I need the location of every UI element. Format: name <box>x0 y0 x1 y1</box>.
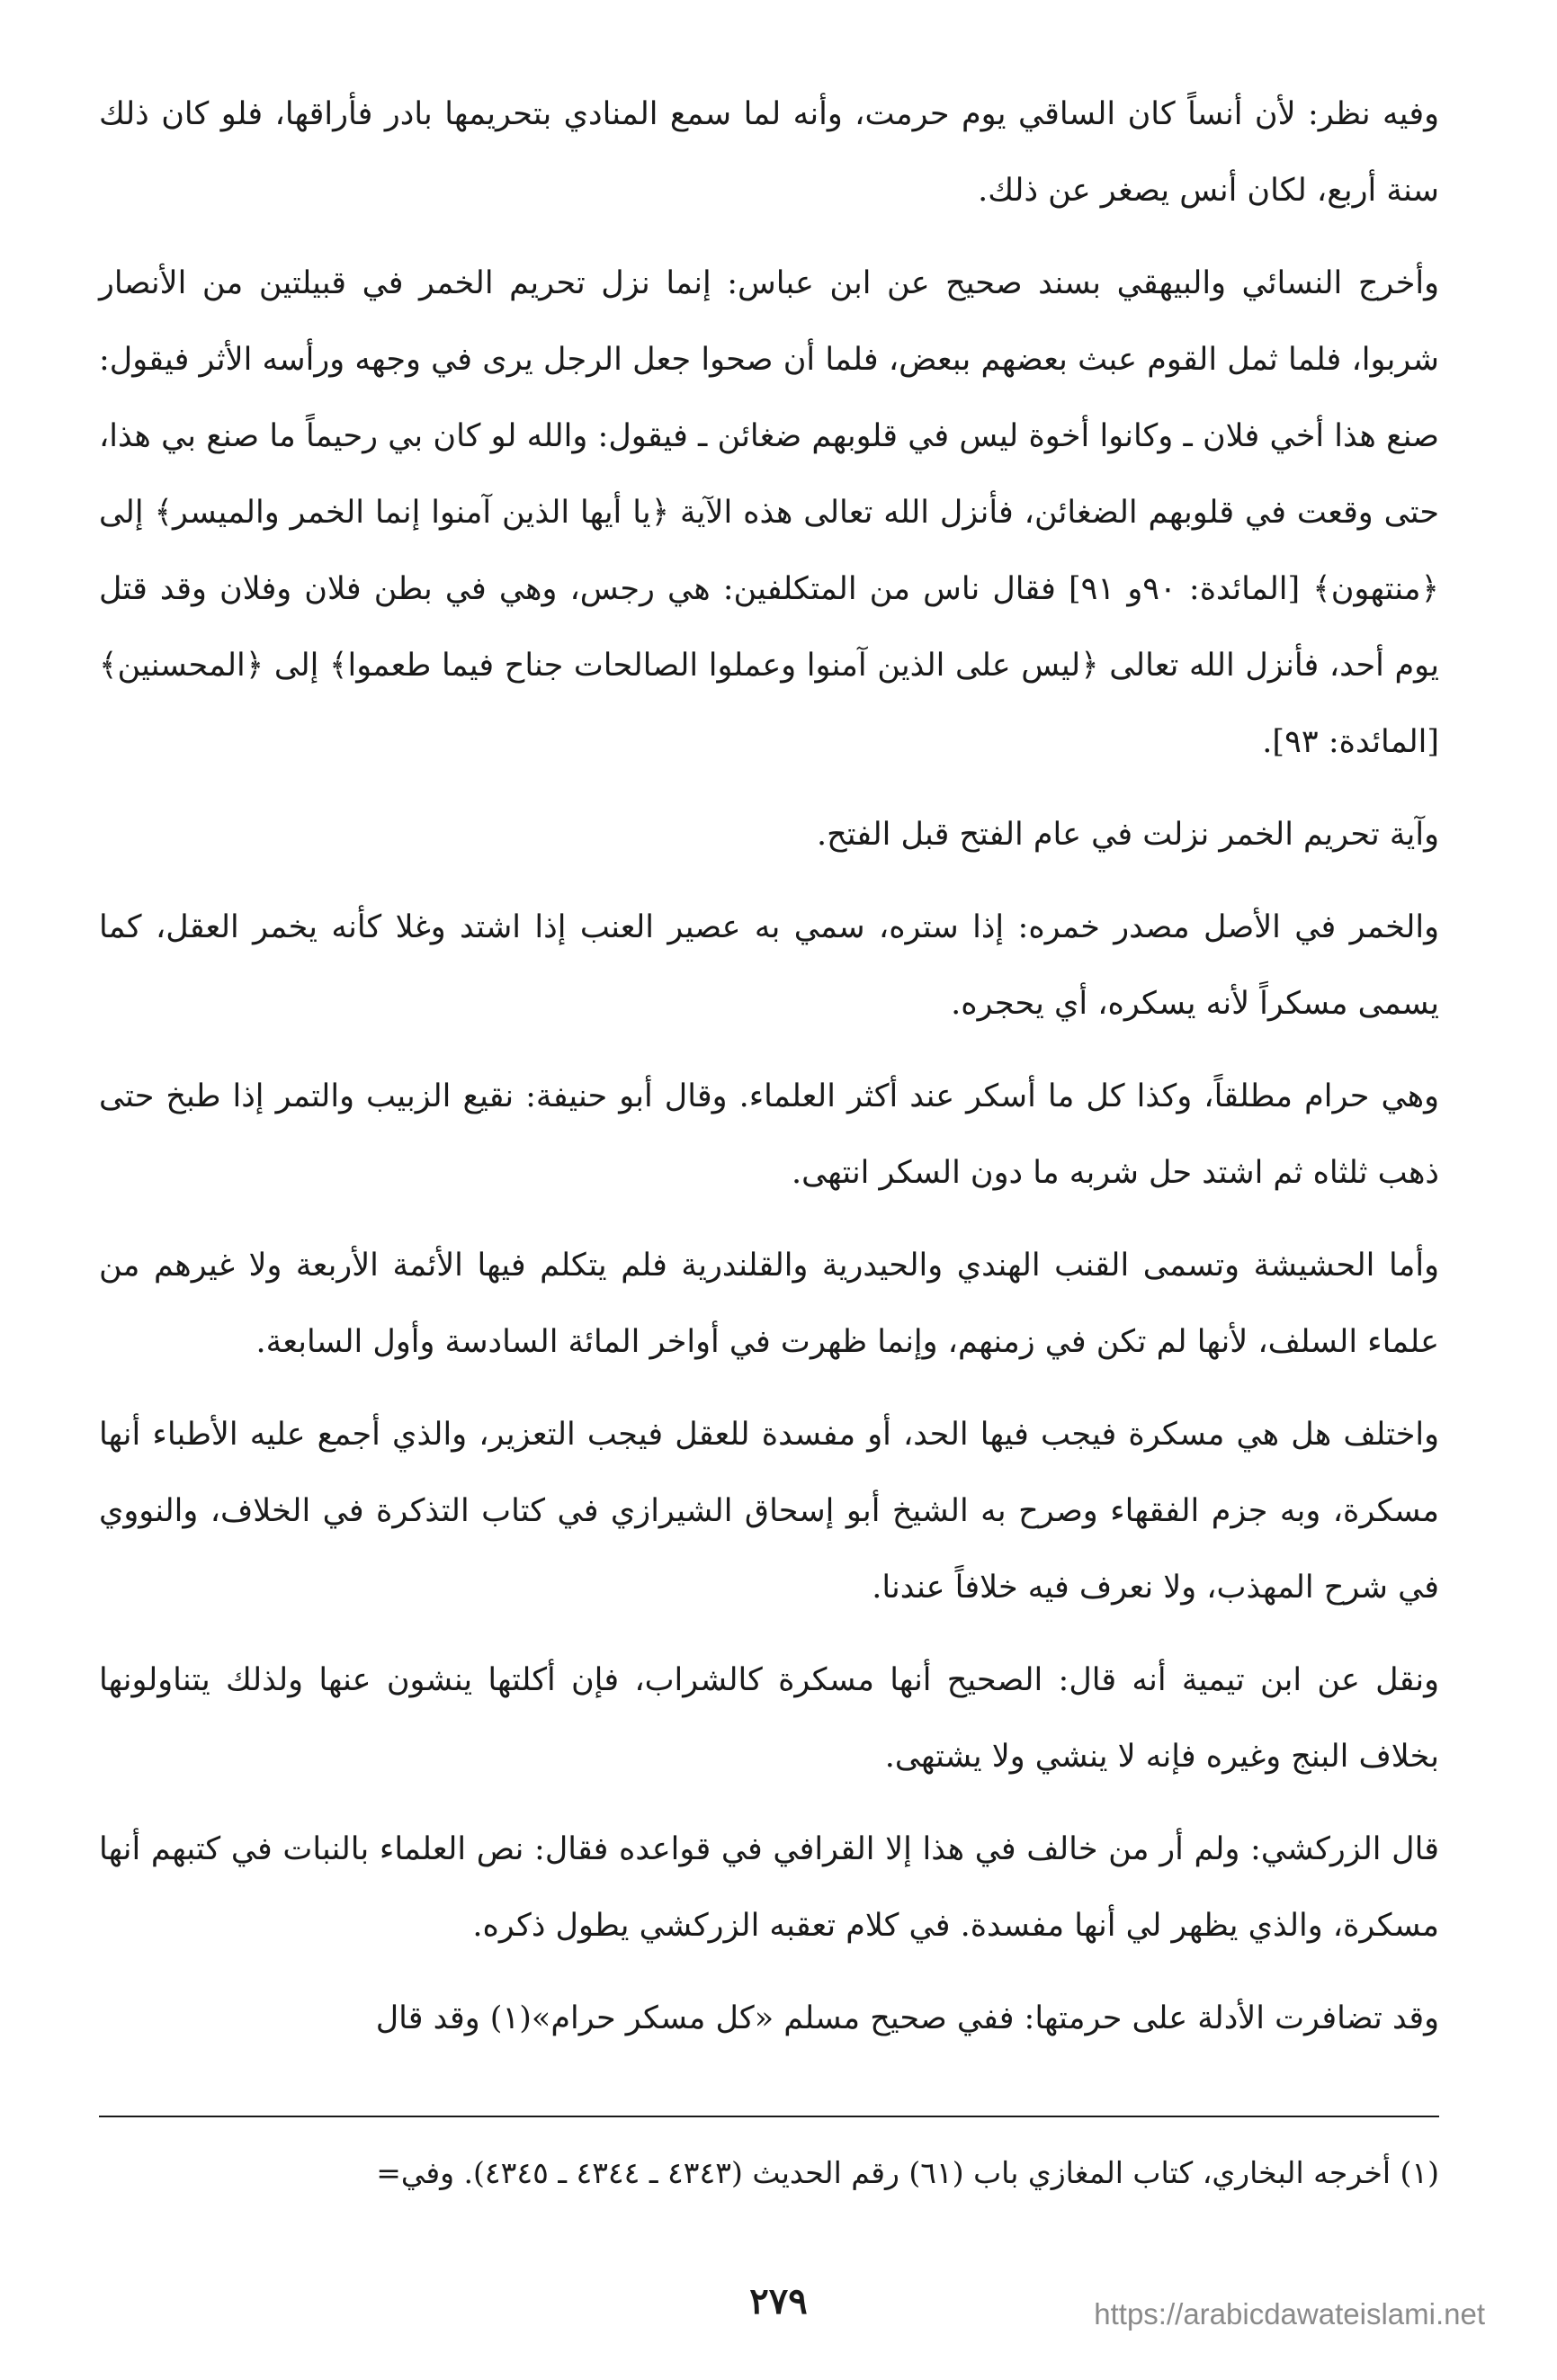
paragraph-evidence: وقد تضافرت الأدلة على حرمتها: ففي صحيح مسلم «كل مسكر حرام»(١) وقد قال <box>375 2000 1439 2036</box>
paragraph-ibn-taymiyya: ونقل عن ابن تيمية أنه قال: الصحيح أنها مسكرة كالشراب، فإن أكلتها ينشون عنها ولذلك يتناولونها بخلاف البنج وغيره فإنه لا ينشي ولا يشتهى. <box>99 1662 1439 1775</box>
paragraph-objection: وفيه نظر: لأن أنساً كان الساقي يوم حرمت، وأنه لما سمع المنادي بتحريمها بادر فأراقها، فلو كان ذلك سنة أربع، لكان أنس يصغر عن ذلك. <box>99 96 1439 209</box>
paragraph-dispute: واختلف هل هي مسكرة فيجب فيها الحد، أو مفسدة للعقل فيجب التعزير، والذي أجمع عليه الأطباء أنها مسكرة، وبه جزم الفقهاء وصرح به الشيخ أبو إسحاق الشيرازي في كتاب التذكرة في الخلاف، والنووي في شرح المهذب، ولا نعرف فيه خلافاً عندنا. <box>99 1417 1439 1606</box>
paragraph-verse-date: وآية تحريم الخمر نزلت في عام الفتح قبل الفتح. <box>817 817 1439 853</box>
footnote-divider <box>99 2116 1439 2117</box>
watermark-url: https://arabicdawateislami.net <box>1094 2297 1485 2331</box>
paragraph-nasai-report: وأخرج النسائي والبيهقي بسند صحيح عن ابن عباس: إنما نزل تحريم الخمر في قبيلتين من الأنصار شربوا، فلما ثمل القوم عبث بعضهم ببعض، فلما أن صحوا جعل الرجل يرى في وجهه ورأسه الأثر فيقول: صنع هذا أخي فلان ـ وكانوا أخوة ليس في قلوبهم ضغائن ـ فيقول: والله لو كان بي رحيماً ما صنع بي هذا، حتى وقعت في قلوبهم الضغائن، فأنزل الله تعالى هذه الآية ﴿يا أيها الذين آمنوا إنما الخمر والميسر﴾ إلى ﴿منتهون﴾ [المائدة: ٩٠و ٩١] فقال ناس من المتكلفين: هي رجس، وهي في بطن فلان وفلان وقد قتل يوم أحد، فأنزل الله تعالى ﴿ليس على الذين آمنوا وعملوا الصالحات جناح فيما طعموا﴾ إلى ﴿المحسنين﴾ [المائدة: ٩٣]. <box>99 265 1440 760</box>
paragraph-ruling: وهي حرام مطلقاً، وكذا كل ما أسكر عند أكثر العلماء. وقال أبو حنيفة: نقيع الزبيب والتمر إذا طبخ حتى ذهب ثلثاه ثم اشتد حل شربه ما دون السكر انتهى. <box>99 1078 1439 1191</box>
paragraph-khamr-definition: والخمر في الأصل مصدر خمره: إذا ستره، سمي به عصير العنب إذا اشتد وغلا كأنه يخمر العقل، كما يسمى مسكراً لأنه يسكره، أي يحجره. <box>99 909 1439 1022</box>
page-body <box>99 76 1439 2073</box>
page-number: ٢٧٩ <box>749 2280 808 2322</box>
footnote: (١) أخرجه البخاري، كتاب المغازي باب (٦١) رقم الحديث (٤٣٤٣ ـ ٤٣٤٤ ـ ٤٣٤٥). وفي= <box>376 2155 1439 2190</box>
paragraph-hashish: وأما الحشيشة وتسمى القنب الهندي والحيدرية والقلندرية فلم يتكلم فيها الأئمة الأربعة ولا غيرهم من علماء السلف، لأنها لم تكن في زمنهم، وإنما ظهرت في أواخر المائة السادسة وأول السابعة. <box>99 1248 1439 1360</box>
paragraph-zarkashi: قال الزركشي: ولم أر من خالف في هذا إلا القرافي في قواعده فقال: نص العلماء بالنبات في كتبهم أنها مسكرة، والذي يظهر لي أنها مفسدة. في كلام تعقبه الزركشي يطول ذكره. <box>99 1831 1439 1944</box>
